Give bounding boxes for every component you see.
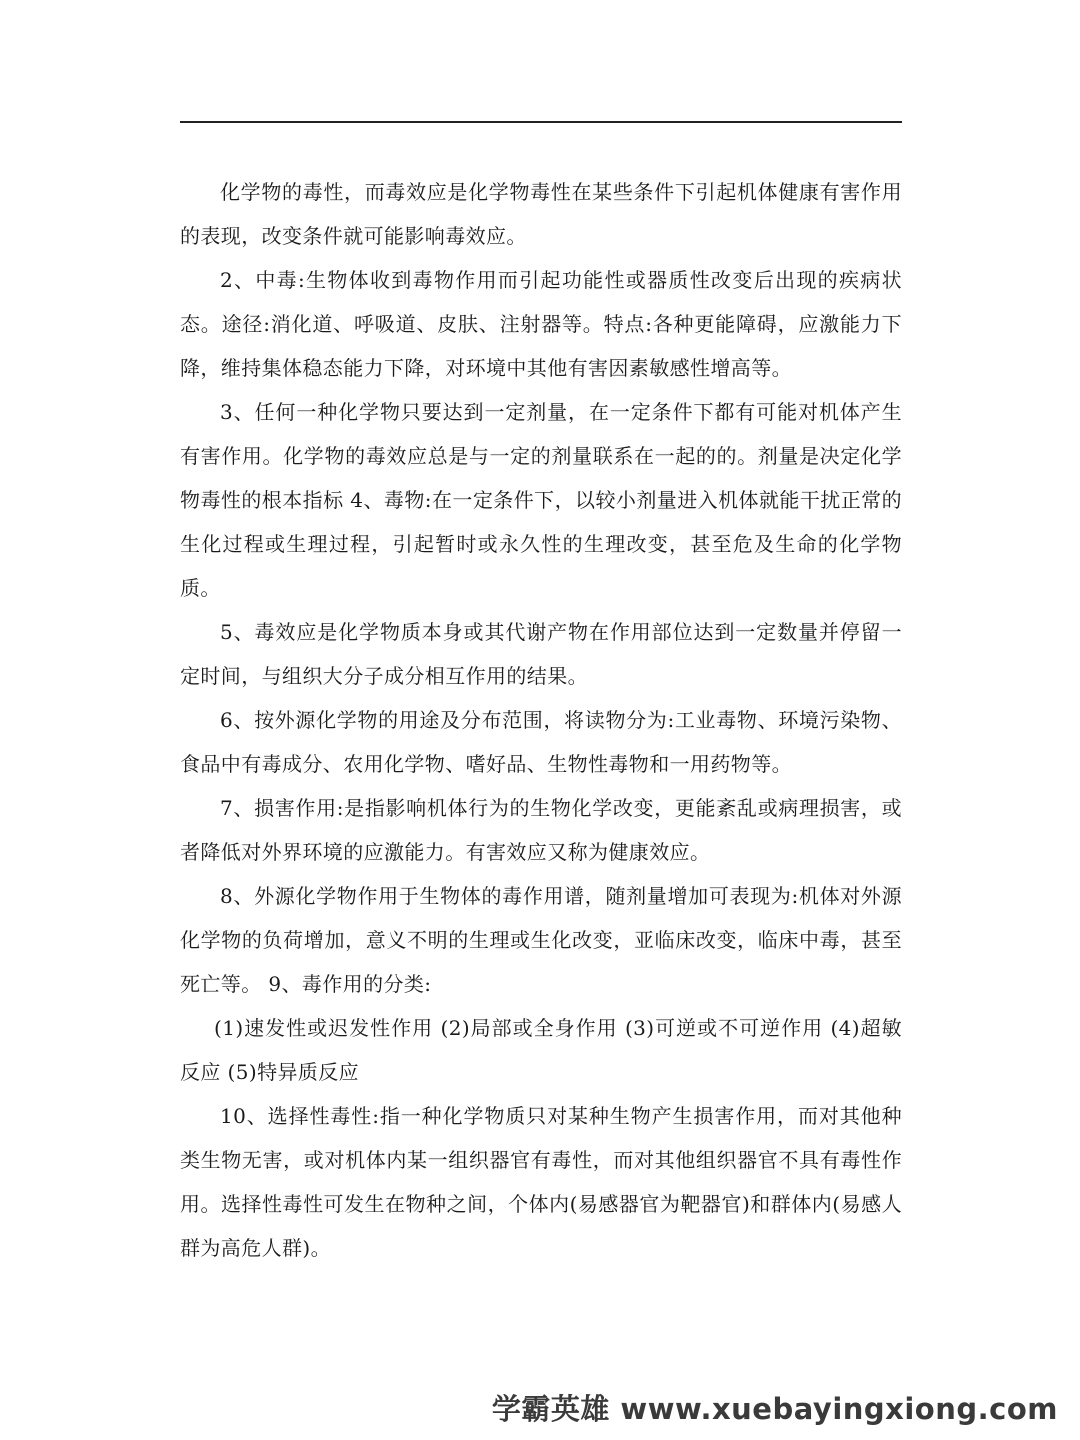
document-body <box>180 170 902 1270</box>
paragraph-adverse-effect: 7、损害作用:是指影响机体行为的生物化学改变，更能紊乱或病理损害，或者降低对外界环境的应激能力。有害效应又称为健康效应。 <box>180 796 902 864</box>
paragraph-toxicity-types: (1)速发性或迟发性作用 (2)局部或全身作用 (3)可逆或不可逆作用 (4)超敏反应 (5)特异质反应 <box>180 1016 902 1084</box>
header-divider <box>180 121 902 123</box>
paragraph-selective-toxicity: 10、选择性毒性:指一种化学物质只对某种生物产生损害作用，而对其他种类生物无害，或对机体内某一组织器官有毒性，而对其他组织器官不具有毒性作用。选择性毒性可发生在物种之间，个体内(易感器官为靶器官)和群体内(易感人群为高危人群)。 <box>180 1104 902 1260</box>
paragraph-toxicity-spectrum: 8、外源化学物作用于生物体的毒作用谱，随剂量增加可表现为:机体对外源化学物的负荷增加，意义不明的生理或生化改变，亚临床改变，临床中毒，甚至死亡等。 9、毒作用的分类: <box>180 884 902 996</box>
site-watermark: 学霸英雄 www.xuebayingxiong.com <box>491 1392 1058 1426</box>
paragraph-poisoning: 2、中毒:生物体收到毒物作用而引起功能性或器质性改变后出现的疾病状态。途径:消化道、呼吸道、皮肤、注射器等。特点:各种更能障碍，应激能力下降，维持集体稳态能力下降，对环境中其他有害因素敏感性增高等。 <box>180 268 902 380</box>
paragraph-classification-by-use: 6、按外源化学物的用途及分布范围，将读物分为:工业毒物、环境污染物、食品中有毒成分、农用化学物、嗜好品、生物性毒物和一用药物等。 <box>180 708 902 776</box>
paragraph-toxic-effect-definition: 5、毒效应是化学物质本身或其代谢产物在作用部位达到一定数量并停留一定时间，与组织大分子成分相互作用的结果。 <box>180 620 902 688</box>
paragraph-dose-and-toxicant: 3、任何一种化学物只要达到一定剂量，在一定条件下都有可能对机体产生有害作用。化学物的毒效应总是与一定的剂量联系在一起的的。剂量是决定化学物毒性的根本指标 4、毒物:在一定条件下，以较小剂量进入机体就能干扰正常的生化过程或生理过程，引起暂时或永久性的生理改变，甚至危及生命的化学物质。 <box>180 400 902 600</box>
paragraph-toxic-effect-intro: 化学物的毒性，而毒效应是化学物毒性在某些条件下引起机体健康有害作用的表现，改变条件就可能影响毒效应。 <box>180 180 902 248</box>
